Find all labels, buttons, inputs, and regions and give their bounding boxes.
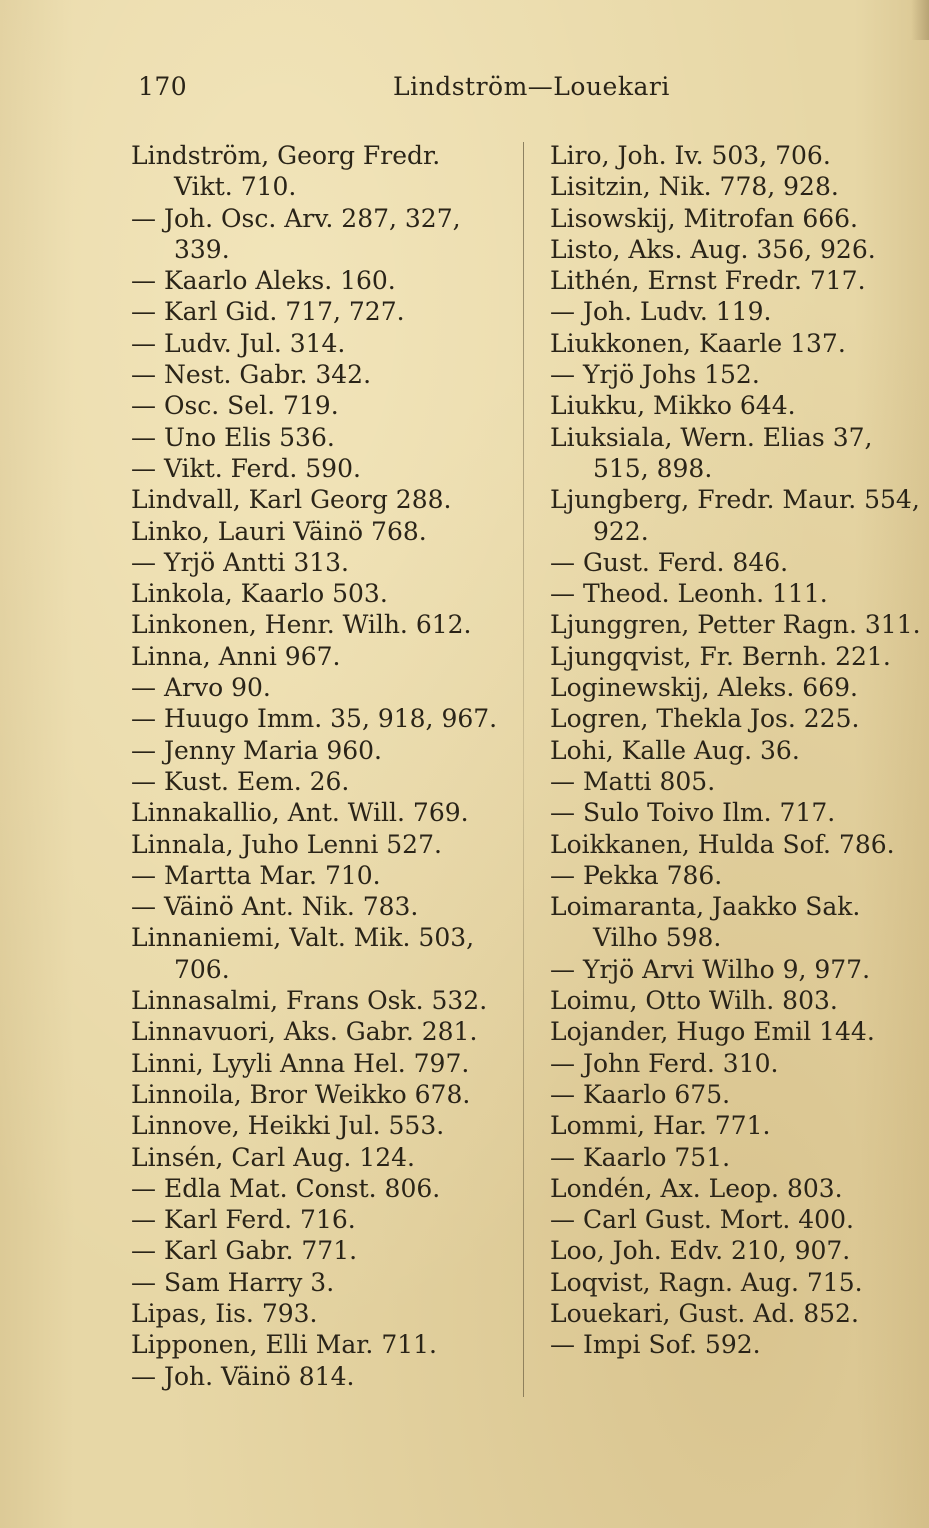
- index-entry: Lipponen, Elli Mar. 711.: [131, 1330, 437, 1360]
- index-entry: Lithén, Ernst Fredr. 717.: [550, 266, 866, 296]
- index-entry: — Yrjö Arvi Wilho 9, 977.: [550, 954, 871, 984]
- index-entry: — Yrjö Johs 152.: [550, 360, 760, 390]
- index-entry: Londén, Ax. Leop. 803.: [550, 1173, 843, 1203]
- index-entry: Linnala, Juho Lenni 527.: [131, 829, 442, 859]
- index-column-right: [550, 140, 922, 1361]
- index-entry: — Joh. Osc. Arv. 287, 327, 339.: [131, 203, 461, 264]
- index-entry: — Huugo Imm. 35, 918, 967.: [131, 704, 498, 734]
- index-entry: Ljungberg, Fredr. Maur. 554, 922.: [550, 485, 920, 546]
- index-entry: Linnaniemi, Valt. Mik. 503, 706.: [131, 923, 475, 984]
- index-entry: — Uno Elis 536.: [131, 422, 335, 452]
- index-entry: Liukku, Mikko 644.: [550, 391, 796, 421]
- index-entry: — Edla Mat. Const. 806.: [131, 1173, 441, 1203]
- index-entry: Liukkonen, Kaarle 137.: [550, 328, 846, 358]
- index-entry: — Carl Gust. Mort. 400.: [550, 1205, 854, 1235]
- index-entry: Lohi, Kalle Aug. 36.: [550, 735, 800, 765]
- running-head: Lindström—Louekari: [393, 72, 670, 101]
- index-entry: — Theod. Leonh. 111.: [550, 579, 828, 609]
- index-entry: Linkola, Kaarlo 503.: [131, 579, 388, 609]
- index-column-left: [131, 140, 505, 1392]
- index-entry: Lisowskij, Mitrofan 666.: [550, 203, 859, 233]
- index-entry: Linnakallio, Ant. Will. 769.: [131, 798, 469, 828]
- index-entry: — Impi Sof. 592.: [550, 1330, 761, 1360]
- index-entry: Linna, Anni 967.: [131, 641, 341, 671]
- index-entry: — Joh. Ludv. 119.: [550, 297, 772, 327]
- index-entry: — John Ferd. 310.: [550, 1048, 779, 1078]
- index-entry: Loimu, Otto Wilh. 803.: [550, 986, 838, 1016]
- index-entry: Linnavuori, Aks. Gabr. 281.: [131, 1017, 478, 1047]
- index-entry: Linkonen, Henr. Wilh. 612.: [131, 610, 472, 640]
- index-entry: Lommi, Har. 771.: [550, 1111, 771, 1141]
- index-entry: Listo, Aks. Aug. 356, 926.: [550, 234, 876, 264]
- index-entry: — Ludv. Jul. 314.: [131, 328, 346, 358]
- index-entry: Loginewskij, Aleks. 669.: [550, 673, 858, 703]
- index-entry: Loo, Joh. Edv. 210, 907.: [550, 1236, 851, 1266]
- index-entry: Lindström, Georg Fredr. Vikt. 710.: [131, 141, 441, 202]
- index-entry: Logren, Thekla Jos. 225.: [550, 704, 860, 734]
- page-number: 170: [138, 72, 188, 101]
- index-entry: Linsén, Carl Aug. 124.: [131, 1142, 415, 1172]
- index-entry: Liro, Joh. Iv. 503, 706.: [550, 141, 831, 170]
- index-entry: — Kaarlo Aleks. 160.: [131, 266, 396, 296]
- index-entry: Loqvist, Ragn. Aug. 715.: [550, 1267, 863, 1297]
- index-entry: — Kaarlo 675.: [550, 1079, 731, 1109]
- index-entry: — Jenny Maria 960.: [131, 735, 383, 765]
- index-entry: — Väinö Ant. Nik. 783.: [131, 892, 419, 922]
- index-entry: Linnove, Heikki Jul. 553.: [131, 1111, 445, 1141]
- index-entry: — Arvo 90.: [131, 673, 271, 703]
- index-entry: Loikkanen, Hulda Sof. 786.: [550, 829, 895, 859]
- index-entry: — Kaarlo 751.: [550, 1142, 731, 1172]
- index-entry: Lipas, Iis. 793.: [131, 1298, 318, 1328]
- index-entry: Louekari, Gust. Ad. 852.: [550, 1298, 859, 1328]
- index-entry: Loimaranta, Jaakko Sak. Vilho 598.: [550, 892, 861, 953]
- index-entry: — Sam Harry 3.: [131, 1267, 335, 1297]
- index-entry: — Sulo Toivo Ilm. 717.: [550, 798, 836, 828]
- index-entry: Linko, Lauri Väinö 768.: [131, 516, 427, 546]
- index-entry: Ljungqvist, Fr. Bernh. 221.: [550, 641, 891, 671]
- index-entry: Lisitzin, Nik. 778, 928.: [550, 172, 839, 202]
- index-entry: — Pekka 786.: [550, 860, 723, 890]
- index-entry: Liuksiala, Wern. Elias 37, 515, 898.: [550, 422, 873, 483]
- index-entry: — Osc. Sel. 719.: [131, 391, 339, 421]
- index-entry: — Karl Ferd. 716.: [131, 1205, 356, 1235]
- index-entry: — Yrjö Antti 313.: [131, 547, 350, 577]
- index-entry: — Nest. Gabr. 342.: [131, 360, 372, 390]
- index-entry: Lindvall, Karl Georg 288.: [131, 485, 452, 515]
- index-entry: — Vikt. Ferd. 590.: [131, 453, 361, 483]
- index-entry: — Karl Gabr. 771.: [131, 1236, 358, 1266]
- page-stain: [911, 0, 929, 40]
- index-entry: — Joh. Väinö 814.: [131, 1361, 355, 1391]
- index-entry: — Kust. Eem. 26.: [131, 766, 350, 796]
- index-entry: Linni, Lyyli Anna Hel. 797.: [131, 1048, 470, 1078]
- index-entry: — Matti 805.: [550, 766, 716, 796]
- index-entry: Ljunggren, Petter Ragn. 311.: [550, 610, 921, 640]
- index-entry: — Martta Mar. 710.: [131, 860, 381, 890]
- index-entry: — Karl Gid. 717, 727.: [131, 297, 405, 327]
- index-entry: Lojander, Hugo Emil 144.: [550, 1017, 875, 1047]
- index-entry: Linnasalmi, Frans Osk. 532.: [131, 986, 488, 1016]
- index-entry: Linnoila, Bror Weikko 678.: [131, 1079, 471, 1109]
- column-divider: [523, 142, 524, 1397]
- index-entry: — Gust. Ferd. 846.: [550, 547, 789, 577]
